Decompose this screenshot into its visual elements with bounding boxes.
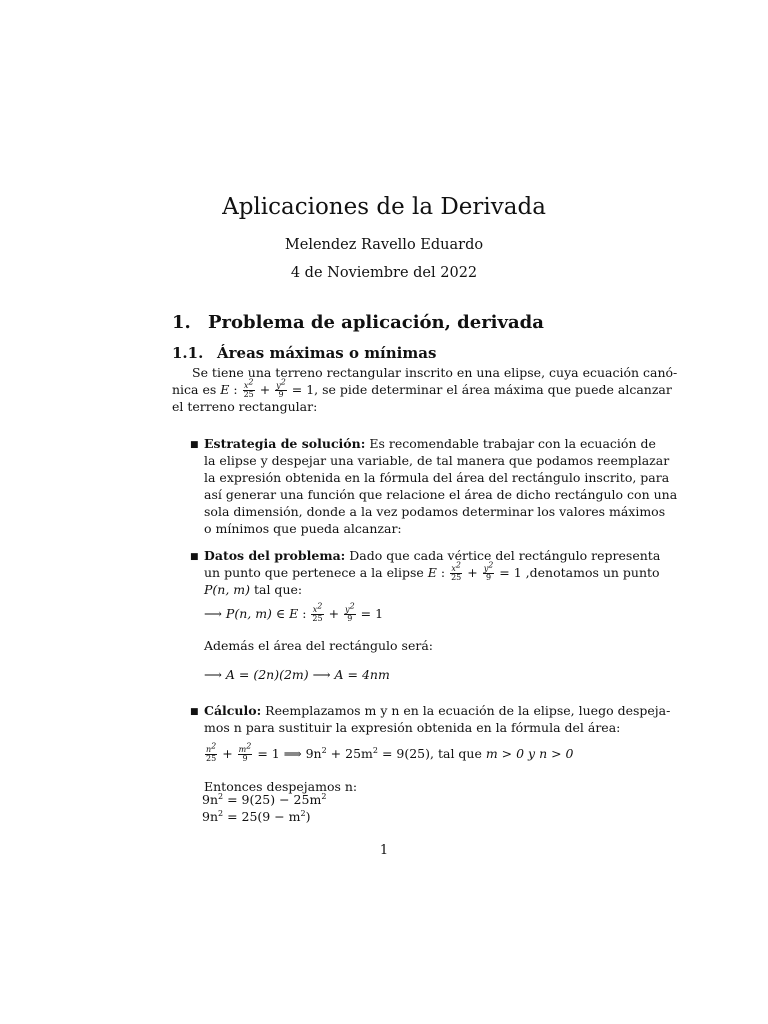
section-title: Problema de aplicación, derivada bbox=[208, 312, 544, 333]
section-number: 1. bbox=[172, 312, 191, 333]
item-text: un punto que pertenece a la elipse bbox=[204, 565, 428, 580]
item-line-3 bbox=[204, 582, 616, 599]
math-25: 25 bbox=[206, 754, 217, 763]
intro-line-3: el terreno rectangular: bbox=[172, 399, 318, 414]
math-eq1: = 1 bbox=[287, 382, 315, 397]
math-sq: 2 bbox=[248, 377, 254, 387]
then-text: Entonces despejamos n: bbox=[204, 779, 358, 794]
math-eq1: = 1 bbox=[356, 606, 384, 621]
math-9: 9 bbox=[242, 754, 248, 763]
math-text: 9n bbox=[202, 809, 219, 824]
fraction-m2-9 bbox=[238, 741, 253, 763]
math-point: P(n, m) bbox=[204, 582, 251, 597]
math-eq1: = 1 bbox=[495, 565, 522, 580]
math-text: = 25(9 − m bbox=[223, 809, 301, 824]
item-text: así generar una función que relacione el área de dicho rectángulo con una bbox=[204, 487, 678, 502]
bullet-icon: ■ bbox=[190, 707, 199, 717]
math-sq: 2 bbox=[321, 791, 327, 801]
math-9: 9 bbox=[347, 614, 353, 623]
document-title: Aplicaciones de la Derivada bbox=[222, 194, 546, 220]
equation-area: ⟶ A = (2n)(2m) ⟶ A = 4nm bbox=[204, 667, 390, 682]
fraction-y2-9 bbox=[275, 377, 287, 399]
math-sq: 2 bbox=[246, 741, 252, 751]
math-text: = 9(25), tal que bbox=[377, 746, 486, 761]
math-colon: : bbox=[229, 382, 242, 397]
math-sq: 2 bbox=[317, 601, 323, 611]
math-25: 25 bbox=[451, 573, 462, 582]
fraction-x2-25 bbox=[450, 560, 462, 582]
intro-line-1: Se tiene una terreno rectangular inscrito en una elipse, cuya ecuación canó- bbox=[192, 365, 678, 380]
intro-text: nica es bbox=[172, 382, 221, 397]
math-sq: 2 bbox=[455, 560, 461, 570]
math-25: 25 bbox=[312, 614, 323, 623]
arrow-icon: ⟶ bbox=[204, 606, 226, 621]
document-date: 4 de Noviembre del 2022 bbox=[290, 265, 478, 281]
math-sq: 2 bbox=[280, 377, 286, 387]
math-sq: 2 bbox=[300, 808, 306, 818]
math-point: P(n, m) bbox=[225, 606, 272, 621]
section-heading bbox=[172, 312, 544, 335]
item-text: la expresión obtenida en la fórmula del área del rectángulo inscrito, para bbox=[204, 470, 670, 485]
math-m: m bbox=[238, 745, 247, 754]
area-text: Además el área del rectángulo será: bbox=[204, 638, 434, 653]
item-text: o mínimos que pueda alcanzar: bbox=[204, 521, 402, 536]
item-text: Es recomendable trabajar con la ecuación de bbox=[365, 436, 656, 451]
equation-substitution bbox=[204, 741, 616, 763]
subsection-heading bbox=[172, 344, 436, 363]
item-text: tal que: bbox=[250, 582, 303, 597]
item-line-2 bbox=[204, 560, 660, 582]
math-y: y bbox=[345, 605, 350, 614]
math-sq: 2 bbox=[218, 791, 224, 801]
math-plus: + bbox=[218, 746, 237, 761]
item-text: la elipse y despejar una variable, de tal manera que podamos reemplazar bbox=[204, 453, 670, 468]
math-plus: + bbox=[463, 565, 482, 580]
math-E: E bbox=[427, 565, 437, 580]
step-1 bbox=[202, 792, 616, 809]
fraction-x2-25 bbox=[311, 601, 323, 623]
item-text: sola dimensión, donde a la vez podamos determinar los valores máximos bbox=[204, 504, 666, 519]
document-author: Melendez Ravello Eduardo bbox=[284, 237, 484, 253]
math-25: 25 bbox=[243, 390, 254, 399]
fraction-x2-25 bbox=[243, 377, 255, 399]
math-y: y bbox=[276, 381, 281, 390]
math-sq: 2 bbox=[218, 808, 224, 818]
bullet-icon: ■ bbox=[190, 552, 199, 562]
math-colon: : bbox=[298, 606, 311, 621]
intro-paragraph bbox=[172, 365, 678, 416]
math-text: ) bbox=[305, 809, 311, 824]
math-y: y bbox=[483, 564, 489, 573]
item-text: ,denotamos un punto bbox=[521, 565, 660, 580]
math-9: 9 bbox=[485, 573, 492, 582]
math-text: = 9(25) − 25m bbox=[223, 792, 322, 807]
math-in: ∈ bbox=[271, 606, 290, 621]
math-plus: + bbox=[255, 382, 275, 397]
list-item-calculation bbox=[204, 703, 671, 737]
fraction-y2-9 bbox=[344, 601, 356, 623]
bullet-icon: ■ bbox=[190, 440, 199, 450]
math-sq: 2 bbox=[321, 745, 327, 755]
math-x: x bbox=[312, 605, 318, 614]
list-item-strategy bbox=[204, 436, 678, 538]
math-x: x bbox=[451, 564, 456, 573]
page-number: 1 bbox=[379, 843, 389, 858]
item-text: Reemplazamos m y n en la ecuación de la elipse, luego despeja- bbox=[261, 703, 671, 718]
item-label: Estrategia de solución: bbox=[204, 436, 366, 451]
math-condition: m > 0 y n > 0 bbox=[485, 746, 574, 761]
fraction-y2-9 bbox=[483, 560, 495, 582]
math-text: + 25m bbox=[326, 746, 373, 761]
list-item-data bbox=[204, 548, 661, 599]
math-sq: 2 bbox=[349, 601, 355, 611]
math-E: E bbox=[289, 606, 299, 621]
solve-equations bbox=[202, 792, 616, 826]
math-9: 9 bbox=[278, 390, 284, 399]
item-text: Dado que cada vértice del rectángulo representa bbox=[345, 548, 661, 563]
math-sq: 2 bbox=[211, 741, 217, 751]
math-plus: + bbox=[324, 606, 344, 621]
math-text: 9n bbox=[202, 792, 219, 807]
equation-point-in-ellipse bbox=[204, 601, 616, 623]
math-sq: 2 bbox=[488, 560, 494, 570]
math-sq: 2 bbox=[372, 745, 378, 755]
math-colon: : bbox=[436, 565, 450, 580]
intro-line-2 bbox=[172, 377, 672, 399]
fraction-n2-25 bbox=[205, 741, 217, 763]
intro-text: , se pide determinar el área máxima que puede alcanzar bbox=[314, 382, 672, 397]
math-text: = 1 ⟹ 9n bbox=[253, 746, 322, 761]
item-label: Cálculo: bbox=[204, 703, 262, 718]
item-text: mos n para sustituir la expresión obtenida en la fórmula del área: bbox=[204, 720, 621, 735]
math-x: x bbox=[243, 381, 249, 390]
item-label: Datos del problema: bbox=[204, 548, 346, 563]
subsection-number: 1.1. bbox=[172, 344, 204, 362]
subsection-title: Áreas máximas o mínimas bbox=[217, 344, 437, 362]
math-n: n bbox=[206, 745, 212, 754]
math-E: E bbox=[220, 382, 230, 397]
step-2 bbox=[202, 809, 616, 826]
